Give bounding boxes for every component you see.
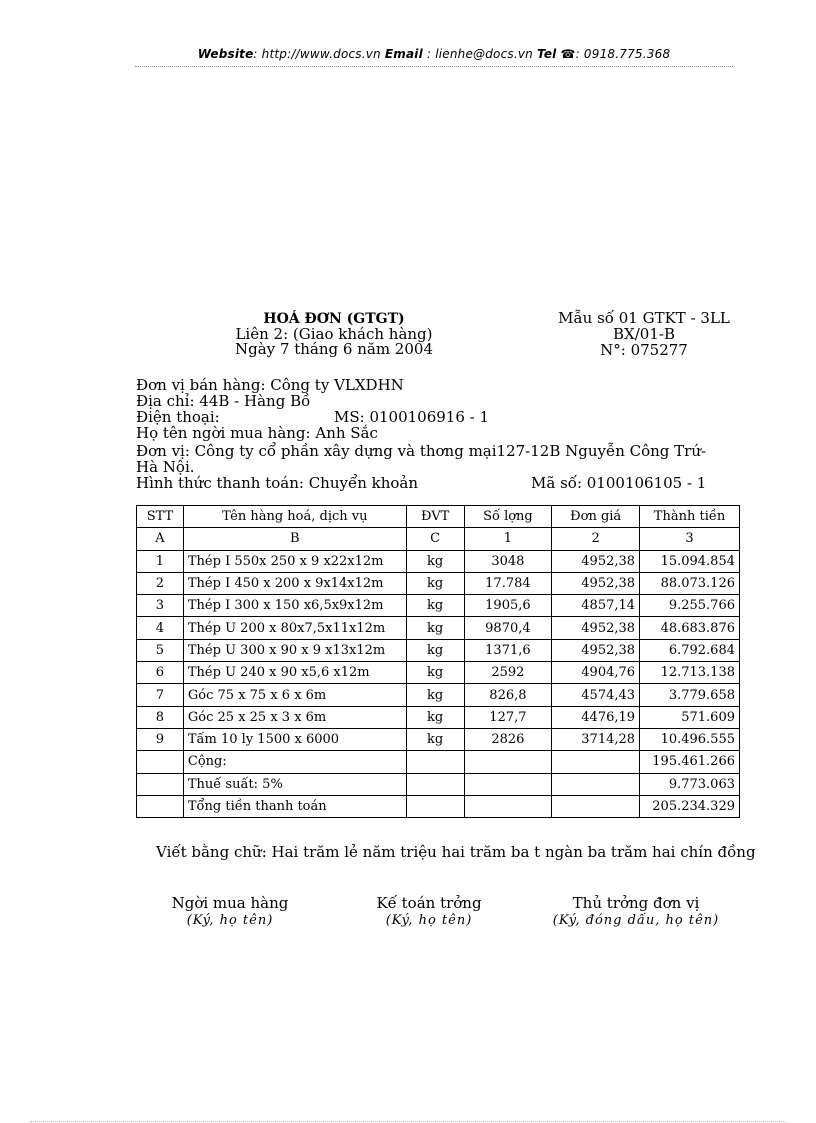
table-cell: 127,7 [464,706,552,728]
signature-buyer [150,895,310,929]
website-value: : http://www.docs.vn [253,47,385,61]
invoice-series: BX/01-B [613,325,675,343]
table-cell: 571.609 [640,706,740,728]
column-header: Số lợng [464,506,552,528]
table-cell: kg [406,728,464,750]
table-cell: kg [406,595,464,617]
table-cell: Góc 25 x 25 x 3 x 6m [183,706,406,728]
table-cell: 9870,4 [464,617,552,639]
table-cell: 3.779.658 [640,684,740,706]
invoice-title: HOÁ ĐƠN (GTGT) [263,311,405,327]
invoice-title-block [220,312,448,357]
table-cell: 9 [137,728,184,750]
table-cell: 8 [137,706,184,728]
table-cell: 12.713.138 [640,662,740,684]
table-cell: Góc 75 x 75 x 6 x 6m [183,684,406,706]
column-header: ĐVT [406,506,464,528]
table-cell: 4476,19 [552,706,640,728]
table-cell: 4952,38 [552,550,640,572]
table-cell: 1 [137,550,184,572]
table-row [137,706,740,728]
table-cell: kg [406,572,464,594]
signature-director [536,895,736,929]
tel-label: Tel [536,47,557,61]
seller-address: Địa chỉ: 44B - Hàng Bồ [136,392,311,410]
amount-in-words: Viết bằng chữ: Hai trăm lẻ năm triệu hai trăm ba t ngàn ba trăm hai chín đồng [156,843,756,861]
table-cell: 4 [137,617,184,639]
empty-cell [137,751,184,773]
form-number: Mẫu số 01 GTKT - 3LL [558,309,730,327]
table-cell: Thép U 200 x 80x7,5x11x12m [183,617,406,639]
table-cell: kg [406,662,464,684]
buyer-name: Họ tên ngời mua hàng: Anh Sắc [136,424,378,442]
column-header: Thành tiền [640,506,740,528]
form-info-block [548,310,740,358]
email-label: Email [384,47,423,61]
empty-cell [464,773,552,795]
table-cell: 2592 [464,662,552,684]
table-cell: 6 [137,662,184,684]
table-cell: Thép I 300 x 150 x6,5x9x12m [183,595,406,617]
table-cell: kg [406,639,464,661]
table-cell: 7 [137,684,184,706]
signature-title: Ngời mua hàng [171,894,289,912]
column-code: 2 [552,528,640,550]
empty-cell [464,795,552,817]
empty-cell [137,795,184,817]
table-cell: 1905,6 [464,595,552,617]
table-cell: Thép I 550x 250 x 9 x22x12m [183,550,406,572]
table-cell: Thép I 450 x 200 x 9x14x12m [183,572,406,594]
tax-value: 9.773.063 [640,773,740,795]
table-cell: 9.255.766 [640,595,740,617]
table-row [137,662,740,684]
empty-cell [137,773,184,795]
tax-row [137,773,740,795]
column-code: B [183,528,406,550]
column-code: A [137,528,184,550]
empty-cell [406,773,464,795]
table-cell: 4857,14 [552,595,640,617]
table-row [137,728,740,750]
signature-note: (Ký, họ tên) [385,913,473,928]
table-cell: kg [406,617,464,639]
signature-accountant [349,895,509,929]
signature-title: Thủ trởng đơn vị [572,894,700,912]
tel-value: : 0918.775.368 [575,47,671,61]
invoice-table [136,505,740,818]
column-code: C [406,528,464,550]
table-cell: 2826 [464,728,552,750]
table-row [137,550,740,572]
signature-note: (Ký, họ tên) [186,913,274,928]
table-cell: Tấm 10 ly 1500 x 6000 [183,728,406,750]
column-code: 3 [640,528,740,550]
column-header: Đơn giá [552,506,640,528]
table-cell: 4904,76 [552,662,640,684]
header-divider [135,66,733,67]
table-cell: 5 [137,639,184,661]
table-cell: 3048 [464,550,552,572]
buyer-unit-line2: Hà Nội. [136,458,195,476]
buyer-tax-code: Mã số: 0100106105 - 1 [531,474,707,492]
table-cell: 4574,43 [552,684,640,706]
empty-cell [552,751,640,773]
empty-cell [552,795,640,817]
table-header-row [137,506,740,528]
buyer-unit-line1: Đơn vị: Công ty cổ phần xây dựng và thơng mại127-12B Nguyễn Công Trứ- [136,442,707,460]
table-cell: 4952,38 [552,639,640,661]
table-cell: 3 [137,595,184,617]
table-cell: 17.784 [464,572,552,594]
grand-total-label: Tổng tiền thanh toán [183,795,406,817]
empty-cell [464,751,552,773]
tax-label: Thuế suất: 5% [183,773,406,795]
invoice-number: N°: 075277 [600,341,688,359]
table-cell: 2 [137,572,184,594]
seller-unit: Đơn vị bán hàng: Công ty VLXDHN [136,376,404,394]
table-cell: 1371,6 [464,639,552,661]
table-cell: 15.094.854 [640,550,740,572]
seller-phone: Điện thoại: [136,408,220,426]
email-value: : lienhe@docs.vn [422,47,537,61]
grand-total-value: 205.234.329 [640,795,740,817]
table-cell: 4952,38 [552,572,640,594]
invoice-copy: Liên 2: (Giao khách hàng) [235,325,433,343]
table-row [137,572,740,594]
table-cell: 4952,38 [552,617,640,639]
table-cell: kg [406,684,464,706]
table-row [137,639,740,661]
table-cell: kg [406,706,464,728]
signature-note: (Ký, đóng dấu, họ tên) [552,913,720,928]
website-label: Website [197,47,254,61]
total-row [137,751,740,773]
table-code-row [137,528,740,550]
table-row [137,684,740,706]
table-cell: 3714,28 [552,728,640,750]
footer-divider [30,1121,786,1122]
total-value: 195.461.266 [640,751,740,773]
table-row [137,617,740,639]
grand-total-row [137,795,740,817]
total-label: Cộng: [183,751,406,773]
phone-icon: ☎ [560,47,576,61]
seller-tax-code: MS: 0100106916 - 1 [334,408,490,426]
payment-method: Hình thức thanh toán: Chuyển khoản [136,474,419,492]
column-header: Tên hàng hoá, dịch vụ [183,506,406,528]
table-cell: 6.792.684 [640,639,740,661]
empty-cell [406,751,464,773]
table-cell: 48.683.876 [640,617,740,639]
table-cell: 826,8 [464,684,552,706]
invoice-date: Ngày 7 tháng 6 năm 2004 [235,340,433,358]
table-cell: 10.496.555 [640,728,740,750]
empty-cell [406,795,464,817]
page-header [135,47,733,61]
empty-cell [552,773,640,795]
table-cell: 88.073.126 [640,572,740,594]
column-code: 1 [464,528,552,550]
signature-title: Kế toán trởng [376,894,482,912]
table-cell: Thép U 300 x 90 x 9 x13x12m [183,639,406,661]
table-cell: kg [406,550,464,572]
table-row [137,595,740,617]
table-cell: Thép U 240 x 90 x5,6 x12m [183,662,406,684]
column-header: STT [137,506,184,528]
